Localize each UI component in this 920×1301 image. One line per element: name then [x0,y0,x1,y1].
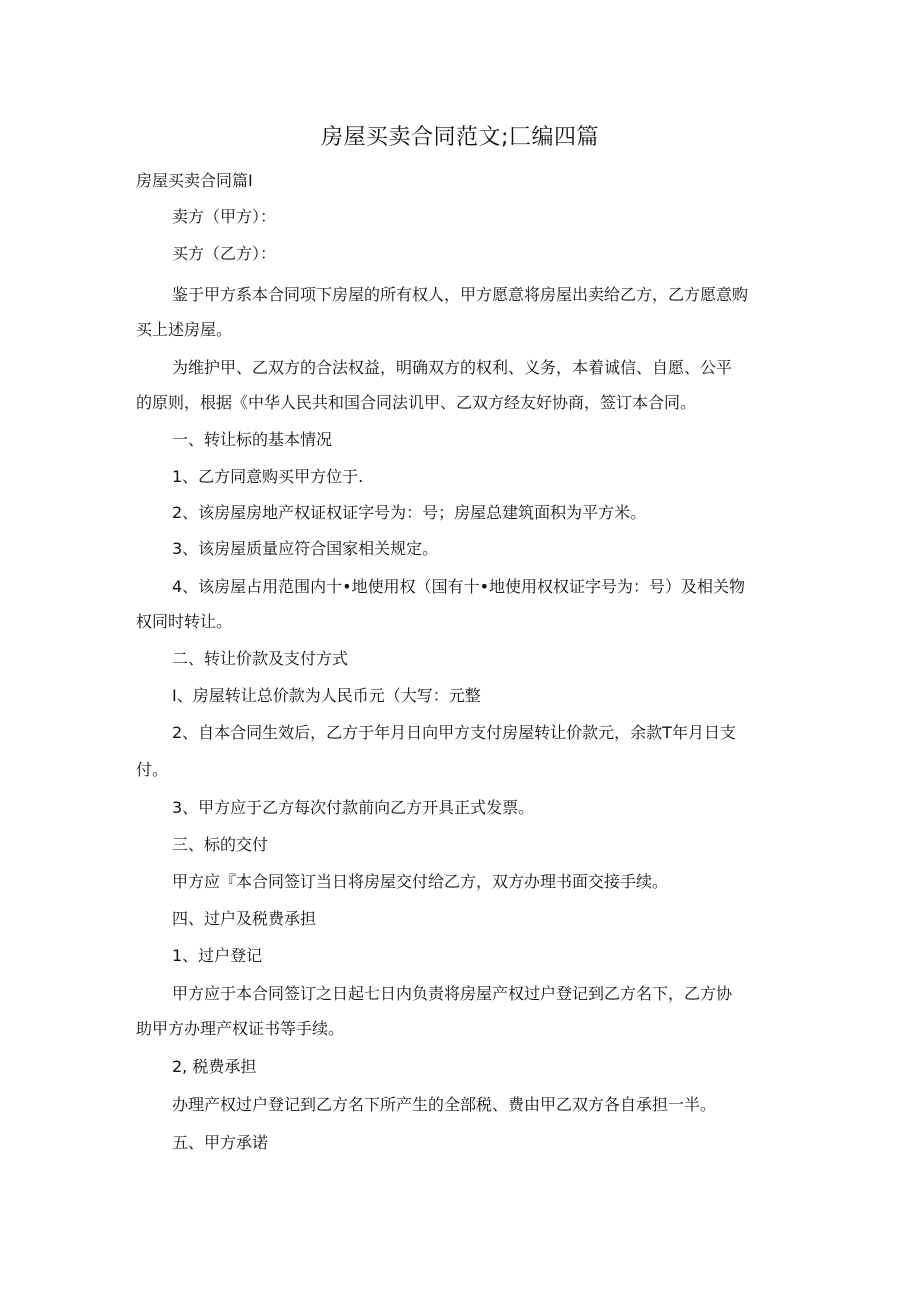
section-heading-article-1: 房屋买卖合同篇I [136,171,253,190]
section-heading-3: 三、标的交付 [172,835,269,854]
section-heading-1: 一、转让标的基本情况 [172,430,333,449]
clause-4-2-heading: 2, 税费承担 [172,1057,257,1076]
clause-1-1: 1、乙方同意购买甲方位于. [172,467,364,486]
clause-2-1: I、房屋转让总价款为人民币元（大写：元整 [172,686,481,705]
document-title: 房屋买卖合同范文;匚编四篇 [321,125,599,150]
clause-4-1-line-1: 甲方应于本合同签订之日起七日内负责将房屋产权过户登记到乙方名下，乙方协 [172,984,733,1003]
clause-1-4-line-2: 权同时转让。 [136,612,233,631]
purpose-line-2: 的原则，根据《中华人民共和国合同法讥甲、乙双方经友好协商，签订本合同。 [136,393,697,412]
seller-line: 卖方（甲方）： [172,207,277,226]
clause-3-1: 甲方应『本合同签订当日将房屋交付给乙方，双方办理书面交接手续。 [172,872,669,891]
clause-4-1-heading: 1、过户登记 [172,946,263,965]
section-heading-2: 二、转让价款及支付方式 [172,649,349,668]
preamble-line-1: 鉴于甲方系本合同项下房屋的所有权人，甲方愿意将房屋出卖给乙方，乙方愿意购 [172,285,749,304]
clause-2-3: 3、甲方应于乙方每次付款前向乙方开具正式发票。 [172,798,535,817]
buyer-line: 买方（乙方）： [172,244,277,263]
purpose-line-1: 为维护甲、乙双方的合法权益，明确双方的权利、义务，本着诚信、自愿、公平 [172,358,733,377]
section-heading-5: 五、甲方承诺 [172,1133,269,1152]
clause-2-2-line-2: 付。 [136,760,169,779]
clause-1-3: 3、该房屋质量应符合国家相关规定。 [172,539,439,558]
clause-1-2: 2、该房屋房地产权证权证字号为：号；房屋总建筑面积为平方米。 [172,503,647,522]
preamble-line-2: 买上述房屋。 [136,320,233,339]
clause-2-2-line-1: 2、自本合同生效后，乙方于年月日向甲方支付房屋转让价款元，余款T年月日支 [172,723,736,742]
section-heading-4: 四、过户及税费承担 [172,909,317,928]
clause-1-4-line-1: 4、该房屋占用范围内十•地使用权（国有十•地使用权权证字号为：号）及相关物 [172,577,746,596]
clause-4-2-line-1: 办理产权过户登记到乙方名下所产生的全部税、费由甲乙双方各自承担一半。 [172,1095,717,1114]
clause-4-1-line-2: 助甲方办理产权证书等手续。 [136,1019,345,1038]
